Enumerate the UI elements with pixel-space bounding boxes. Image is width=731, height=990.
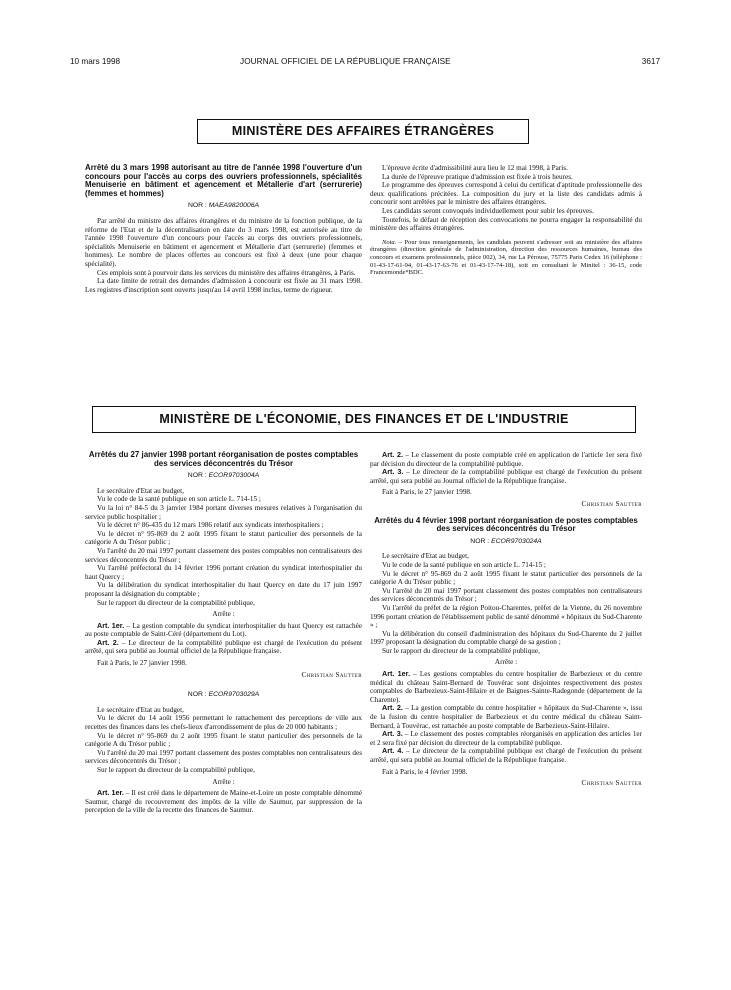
done-at: Fait à Paris, le 27 janvier 1998. (382, 488, 472, 497)
visa: Vu le décret du 14 août 1956 permettant le rattachement des perceptions de ville aux recettes des finances dans les chefs-lieux d'arrondissement de plus de 20 000 habitants ; (85, 714, 362, 732)
nor-reference: NOR : ECOR9703029A (187, 691, 260, 699)
decree-title: Arrêtés du 27 janvier 1998 portant réorganisation de postes comptables des services déconcentrés du Trésor (88, 450, 359, 468)
article: Art. 1er. – La gestion comptable du syndicat interhospitalier du haut Quercy est rattachée au poste comptable de Saint-Céré (département du Lot). (85, 620, 362, 639)
paragraph: Ces emplois sont à pourvoir dans les services du ministère des affaires étrangères, à Paris. (97, 268, 356, 277)
decree-title: Arrêtés du 4 février 1998 portant réorganisation de postes comptables des services déconcentrés du Trésor (374, 515, 638, 534)
header-date: 10 mars 1998 (70, 57, 121, 66)
header-page-number: 3617 (641, 57, 660, 66)
paragraph: Par arrêté du ministre des affaires étrangères et du ministre de la fonction publique, de la réforme de l'Etat et de la décentralisation en date du 3 mars 1998, est autorisée au titre de l'année 1998 l'ouverture d'un concours pour l'accès au corps des ouvriers professionnels, spécialités Menuiserie en bâtiment et agencement et Métallerie d'art (serrurerie) (femmes et hommes). Le nombre de places offertes au concours est fixé à deux (une pour chaque spécialité). (85, 216, 362, 268)
paragraph: L'épreuve écrite d'admissibilité aura lieu le 12 mai 1998, à Paris. (382, 164, 568, 172)
visa: Vu l'arrêté préfectoral du 14 février 1996 portant création du syndicat interhospitalier du haut Quercy ; (85, 564, 362, 581)
column-left-foreign-affairs (85, 164, 362, 294)
visa: Vu la délibération du syndicat interhospitalier du haut Quercy en date du 17 juin 1997 proposant la désignation du comptable ; (85, 581, 362, 598)
visa: Le secrétaire d'Etat au budget, (97, 486, 184, 495)
page-header (70, 57, 660, 69)
paragraph: Le programme des épreuves correspond à celui du certificat d'aptitude professionnelle des deux qualifications précitées. La composition du jury et la liste des candidats admis à concourir sont arrêtées par le ministre des affaires étrangères. (370, 181, 642, 207)
paragraph: La durée de l'épreuve pratique d'admission est fixée à trois heures. (382, 172, 573, 181)
column-right-foreign-affairs (370, 164, 642, 277)
column-right-economy (370, 451, 642, 792)
paragraph: Toutefois, le défaut de réception des convocations ne pourra engager la responsabilité du ministère des affaires étrangères. (370, 215, 642, 233)
signature: Christian Sautter (301, 670, 362, 679)
nor-reference: NOR : ECOR9703024A (470, 537, 542, 545)
visa: Vu le code de la santé publique en son article L. 714-15 ; (382, 560, 546, 569)
ministry-title-foreign-affairs: MINISTÈRE DES AFFAIRES ÉTRANGÈRES (197, 119, 529, 144)
nor-reference: NOR : MAEA9820006A (187, 202, 260, 210)
signature: Christian Sautter (581, 779, 642, 788)
ministry-title-economy: MINISTÈRE DE L'ÉCONOMIE, DES FINANCES ET DE L'INDUSTRIE (92, 406, 636, 433)
done-at: Fait à Paris, le 4 février 1998. (382, 767, 468, 776)
article: Art. 3. – Le directeur de la comptabilité publique est chargé de l'exécution du présent arrêté, qui sera publié au Journal officiel de la République française. (370, 467, 642, 485)
visa: Vu le décret n° 95-869 du 2 août 1995 fixant le statut particulier des personnels de la catégorie A du Trésor public ; (85, 731, 362, 749)
article: Art. 3. – Le classement des postes comptables réorganisés en application des articles 1er et 2 sera fixé par décision du directeur de la comptabilité publique. (370, 729, 642, 747)
header-journal-title: JOURNAL OFFICIEL DE LA RÉPUBLIQUE FRANÇAISE (240, 57, 451, 66)
visa: Vu l'arrêté du 20 mai 1997 portant classement des postes comptables non centralisateurs des services déconcentrés du Trésor ; (85, 748, 362, 766)
nota-note: Nota. – Pour tous renseignements, les candidats peuvent s'adresser soit au ministère des affaires étrangères (direction générale de l'administration, direction des ressources humaines, bureau des concours et examens professionnels, pièce 002), 34, rue La Pérouse, 75775 Paris Cedex 16 (téléphone : 01-43-17-61-94, 01-43-17-63-76 et 01-43-17-74-18), soit en consultant le Minitel : 36-15, code Francemonde*BDC. (370, 238, 642, 277)
arrete-heading: Arrête : (212, 777, 235, 786)
visa: Vu le décret n° 95-869 du 2 août 1995 fixant le statut particulier des personnels de la catégorie A du Trésor public ; (370, 569, 642, 587)
done-at: Fait à Paris, le 27 janvier 1998. (97, 659, 187, 668)
arrete-heading: Arrête : (494, 658, 518, 667)
visa: Vu l'arrêté du 20 mai 1997 portant classement des postes comptables non centralisateurs des services déconcentrés du Trésor ; (370, 586, 642, 604)
visa: Sur le rapport du directeur de la comptabilité publique, (382, 646, 540, 655)
visa: Le secrétaire d'Etat au budget, (382, 552, 469, 561)
visa: Sur le rapport du directeur de la comptabilité publique, (97, 598, 255, 607)
visa: Le secrétaire d'Etat au budget, (97, 705, 184, 714)
visa: Vu le décret n° 86-435 du 12 mars 1986 relatif aux syndicats interhospitaliers ; (97, 521, 324, 530)
article: Art. 2. – La gestion comptable du centre hospitalier « hôpitaux du Sud-Charente », issu de la fusion du centre hospitalier de Barbezieux et du centre médical du château Saint-Bernard, à Touvérac, est rattachée au poste comptable de Barbezieux-Saint-Hilaire. (370, 703, 642, 730)
arrete-heading: Arrête : (212, 610, 235, 619)
visa: Vu la loi n° 84-5 du 3 janvier 1984 portant diverses mesures relatives à l'organisation du service public hospitalier ; (85, 503, 362, 521)
article: Art. 4. – Le directeur de la comptabilité publique est chargé de l'exécution du présent arrêté, qui sera publié au Journal officiel de la République française. (370, 746, 642, 764)
visa: Vu le décret n° 95-869 du 2 août 1995 fixant le statut particulier des personnels de la catégorie A du Trésor public ; (85, 529, 362, 547)
visa: Vu le code de la santé publique en son article L. 714-15 ; (97, 495, 261, 504)
signature: Christian Sautter (581, 499, 642, 508)
visa: Vu l'arrêté du préfet de la région Poitou-Charentes, préfet de la Vienne, du 26 novembre 1996 portant création de l'établissement public de santé dénommé « hôpitaux du Sud-Charente » ; (370, 603, 642, 630)
column-left-economy (85, 451, 362, 815)
paragraph: La date limite de retrait des demandes d'admission à concourir est fixée au 31 mars 1998. Les registres d'inscription sont ouverts jusqu'au 14 avril 1998 inclus, terme de rigueur. (85, 277, 362, 294)
article: Art. 1er. – Les gestions comptables du centre hospitalier de Barbezieux et du centre médical du château Saint-Bernard de Touvérac sont disjointes respectivement des postes comptables de Barbezieux-Saint-Hilaire et de Baignes-Sainte-Radegonde (département de la Charente). (370, 669, 642, 704)
article: Art. 2. – Le directeur de la comptabilité publique est chargé de l'exécution du présent arrêté, qui sera publié au Journal officiel de la République française. (85, 637, 362, 656)
visa: Vu la délibération du conseil d'administration des hôpitaux du Sud-Charente du 2 juillet 1997 proposant la désignation du comptable chargé de sa gestion ; (370, 629, 642, 647)
decree-title: Arrêté du 3 mars 1998 autorisant au titre de l'année 1998 l'ouverture d'un concours pour l'accès au corps des ouvriers professionnels, spécialités Menuiserie en bâtiment et agencement et Métallerie d'art (serrurerie) (femmes et hommes) (85, 163, 362, 198)
article: Art. 2. – Le classement du poste comptable créé en application de l'article 1er sera fixé par décision du directeur de la comptabilité publique. (370, 450, 643, 468)
nor-reference: NOR : ECOR9703004A (187, 472, 260, 480)
paragraph: Les candidats seront convoqués individuellement pour subir les épreuves. (382, 206, 594, 215)
article: Art. 1er. – Il est créé dans le département de Maine-et-Loire un poste comptable dénommé Saumur, chargé du recouvrement des impôts de la ville de Saumur, par suppression de la perception de la ville de la recette des finances de Saumur. (85, 788, 362, 815)
visa: Vu l'arrêté du 20 mai 1997 portant classement des postes comptables non centralisateurs des services déconcentrés du Trésor ; (85, 546, 362, 564)
visa: Sur le rapport du directeur de la comptabilité publique, (97, 766, 255, 774)
